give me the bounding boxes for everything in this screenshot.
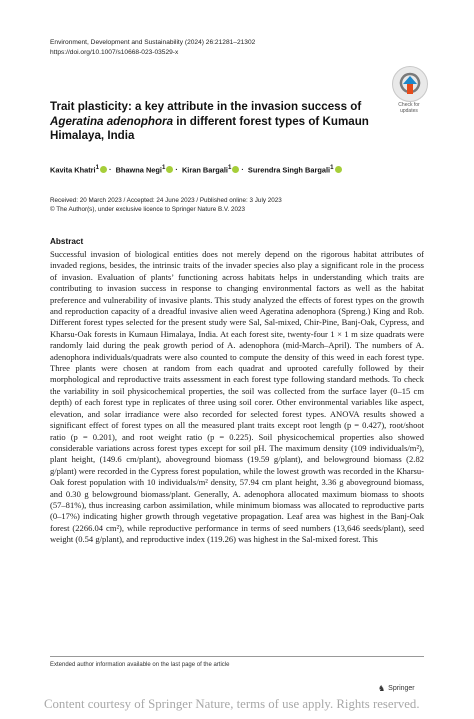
journal-header <box>50 38 380 57</box>
species-name: Ageratina adenophora <box>50 114 174 128</box>
author-name[interactable]: Kavita Khatri <box>50 165 96 175</box>
author-name[interactable]: Bhawna Negi <box>115 165 162 175</box>
springer-horse-icon: ♞ <box>378 684 386 693</box>
orcid-icon[interactable] <box>100 166 107 173</box>
footnote: Extended author information available on the last page of the article <box>50 662 230 668</box>
publication-dates <box>50 196 430 214</box>
check-for-updates-label: Check for updates <box>398 102 420 114</box>
history-dates: Received: 20 March 2023 / Accepted: 24 June 2023 / Published online: 3 July 2023 <box>50 197 282 204</box>
author-list: Kavita Khatri$^1$ · Bhawna Negi$^1$ · Kiran Bargali$^1$ · Surendra Singh Bargali$^1$ <box>50 164 450 174</box>
check-for-updates-button[interactable] <box>392 66 428 102</box>
abstract-heading: Abstract <box>50 237 84 246</box>
orcid-icon[interactable] <box>335 166 342 173</box>
author-name[interactable]: Kiran Bargali <box>181 165 228 175</box>
author-name[interactable]: Surendra Singh Bargali <box>247 165 331 175</box>
article-title: Trait plasticity: a key attribute in the invasion success of Ageratina adenophora in different forest types of Kumaun Himalaya, India <box>50 100 369 142</box>
orcid-icon[interactable] <box>166 166 173 173</box>
footnote-divider <box>50 656 424 657</box>
abstract-text: Successful invasion of biological entities does not merely depend on the rigorous habitat attributes of invaded regions, besides, the intrinsic traits of the invader species also play a significant role in the process of invasion. Evaluation of plants’ functioning across habitats helps in understanding which traits are contributing to invasion success in response to changing environmental factors as well as the habitat preference and vulnerability of invasive plants. This study analyzed the effects of forest types on the growth and reproduction capacity of a dreadful invasive alien weed Ageratina adenophora (Spreng.) King and Rob. Different forest types selected for the present study were Sal, Sal-mixed, Chir-Pine, Banj-Oak, Cypress, and Kharsu-Oak forests in Kumaun Himalaya, India. At each forest site, twenty-four 1 × 1 m size quadrats were randomly laid during the peak growth period of A. adenophora (mid-March–April). The numbers of A. adenophora individuals/quadrats were also counted to compute the density of this weed in each forest type. Three plants were chosen at random from each quadrat and uprooted carefully followed by their morphological and reproductive traits assessment in each forest type following standard methods. To check the variability in soil physicochemical properties, the soil was collected from the surface layer (0–15 cm depth) of each forest type in replicates of three using soil corer. Other environmental variables like aspect, elevation, and solar irradiance were also recorded for selected forest types. ANOVA results showed a significant effect of forest types on all the measured plant traits except root length (p = 0.427), root/shoot ratio (p = 0.201), and root weight ratio (p = 0.225). Soil physicochemical properties also showed considerable variations across forest types except for soil pH. The maximum density (109 individuals/m²), plant height, (149.6 cm/plant), aboveground biomass (19.59 g/plant), and belowground biomass (2.82 g/plant) were recorded in the Cypress forest population, while the lowest growth was recorded in the Kharsu-Oak forest population with 10 individuals/m² density, 57.94 cm plant height, 3.36 g aboveground biomass, and 0.30 g belowground biomass/plant. Generally, A. adenophora allocated maximum biomass to shoots (57–81%), thus increasing carbon assimilation, while minimum biomass was allocated to reproductive parts (0–17%) indicating higher growth through vegetative propagation. Leaf area was highest in the Banj-Oak forest (2266.04 cm²), while reproductive performance in terms of seed numbers (13,646 seeds/plant), seed weight (0.54 g/plant), and reproductive index (119.26) was highest in the Sal-mixed forest. This <box>50 249 424 545</box>
doi-link[interactable]: https://doi.org/10.1007/s10668-023-03529-x <box>50 48 179 56</box>
orcid-icon[interactable] <box>232 166 239 173</box>
crossmark-icon <box>399 72 421 96</box>
journal-citation: Environment, Development and Sustainability (2024) 26:21281–21302 <box>50 39 256 46</box>
courtesy-watermark: Content courtesy of Springer Nature, terms of use apply. Rights reserved. <box>44 697 420 711</box>
copyright-line: © The Author(s), under exclusive licence to Springer Nature B.V. 2023 <box>50 206 246 213</box>
publisher-logo: ♞ Springer <box>378 684 415 693</box>
